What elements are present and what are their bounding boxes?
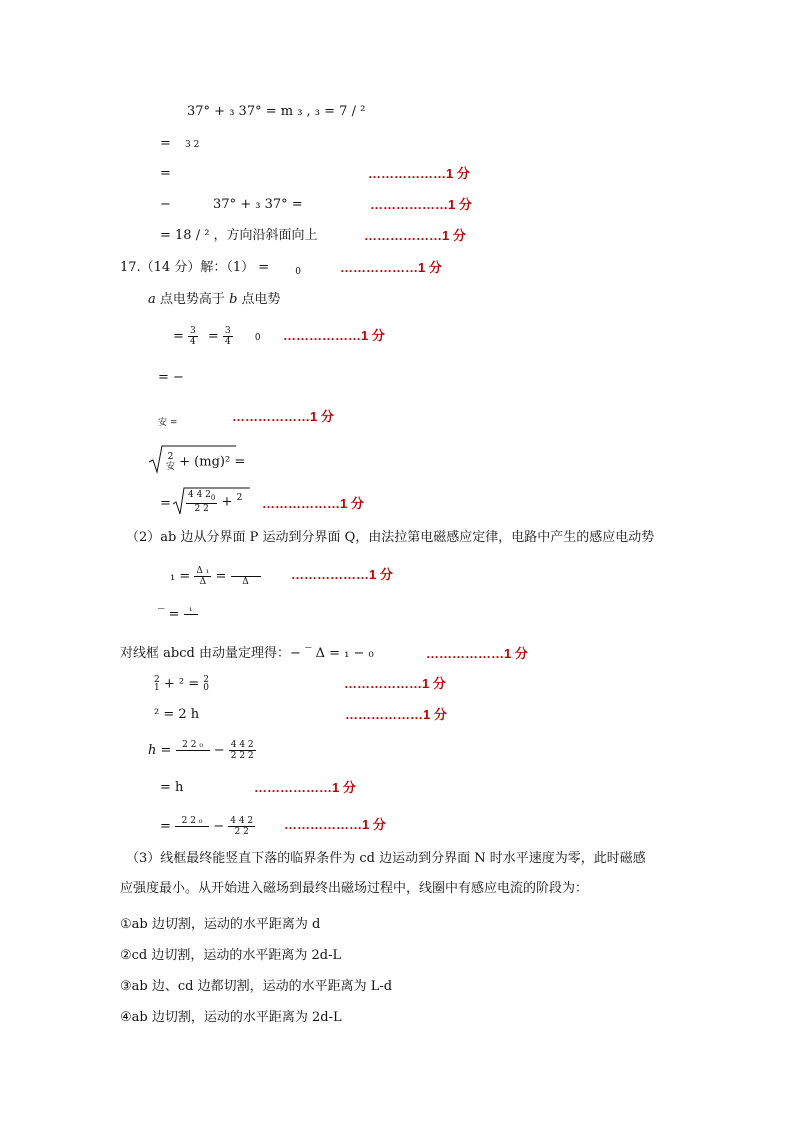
eq-line-1: 37° + ₃ 37° = m ₃ , ₃ = 7 / ² <box>187 104 366 119</box>
momentum-theorem: 对线框 abcd 由动量定理得：− ‾ Δ = ₁ − ₀ <box>120 646 374 661</box>
score-mark: ………………1 分 <box>364 228 466 243</box>
score-mark: ………………1 分 <box>344 676 446 691</box>
part-3-paragraph-1: （3）线框最终能竖直下落的临界条件为 cd 边运动到分界面 N 时水平速度为零，此时磁感 <box>126 851 646 866</box>
eq-line-5: = 18 / ² ，方向沿斜面向上 <box>160 228 318 243</box>
stage-1: ①ab 边切割，运动的水平距离为 d <box>120 917 321 932</box>
eq-line-3: = <box>160 166 171 181</box>
eq-height-3: = 2 2 ₀ − $\frac{4 4 2}{2 2}$ <box>160 816 254 837</box>
fraction: $\frac{3}{4}$ <box>190 326 196 347</box>
eq-height-2: = h <box>160 780 184 795</box>
score-mark: ………………1 分 <box>370 197 472 212</box>
potential-statement: a 点电势高于 b 点电势 <box>148 292 281 307</box>
eq-velocity-2: ² = 2 h <box>154 707 200 722</box>
score-mark: ………………1 分 <box>426 646 528 661</box>
stage-2: ②cd 边切割，运动的水平距离为 2d-L <box>120 948 342 963</box>
score-mark: ………………1 分 <box>254 780 356 795</box>
eq-fraction-34: = $\frac{3}{4}$ = $\frac{3}{4}$ 0 <box>173 326 261 347</box>
score-mark: ………………1 分 <box>232 409 334 424</box>
eq-line-force: 安 = <box>158 418 178 428</box>
eq-sqrt-2: = <box>160 496 171 511</box>
eq-line-minus: = − <box>158 370 184 385</box>
score-mark: ………………1 分 <box>368 166 470 181</box>
question-17-header: 17.（14 分）解：（1） = $_0$ <box>120 260 302 277</box>
fraction: $\frac{3}{4}$ <box>224 326 231 347</box>
score-mark: ………………1 分 <box>262 496 364 511</box>
part-2-paragraph: （2）ab 边从分界面 P 运动到分界面 Q，由法拉第电磁感应定律，电路中产生的感应电动势 <box>126 530 655 545</box>
eq-emf-average: ‾ = ₁ <box>158 604 198 625</box>
eq-sqrt-2-inner: $\frac{4 4 2_0}{2 2}$ + $^2$ <box>188 490 243 514</box>
eq-line-2: = 3 2 <box>160 136 200 151</box>
part-3-paragraph-2: 应强度最小。从开始进入磁场到最终出磁场过程中，线圈中有感应电流的阶段为： <box>120 881 589 896</box>
stage-3: ③ab 边、cd 边都切割，运动的水平距离为 L-d <box>120 979 393 994</box>
eq-velocity-1: 2 1 + ² = 2 0 <box>154 675 210 693</box>
eq-line-4: − 37° + ₃ 37° = <box>160 197 303 212</box>
score-mark: ………………1 分 <box>340 260 442 275</box>
score-mark: ………………1 分 <box>283 328 385 343</box>
eq-emf: ₁ = $\frac{\text{Δ ₁}}{\Delta}$ = Δ <box>170 566 261 587</box>
score-mark: ………………1 分 <box>291 567 393 582</box>
stage-4: ④ab 边切割，运动的水平距离为 2d-L <box>120 1010 342 1025</box>
score-mark: ………………1 分 <box>345 707 447 722</box>
eq-sqrt-1: 2 安 + (mg)² = <box>166 452 246 472</box>
score-mark: ………………1 分 <box>284 817 386 832</box>
eq-height-1: h = 2 2 ₀ − $\frac{4 4 2}{2 2 2}$ <box>148 740 254 761</box>
